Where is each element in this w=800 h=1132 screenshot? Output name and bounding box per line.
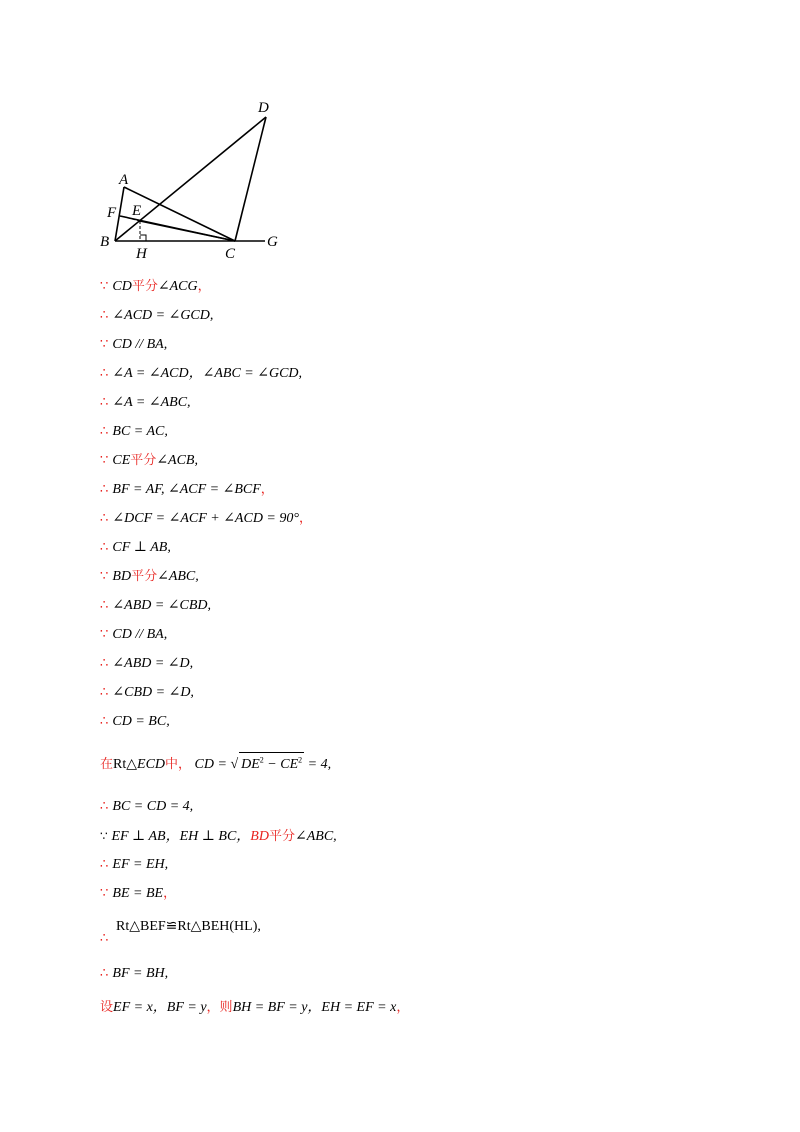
proof-math: CE [112,453,131,468]
exponent: 2 [259,755,264,765]
proof-math: ∠ACD = ∠GCD, [112,308,214,323]
proof-line [100,594,211,618]
label-B: B [100,234,110,250]
proof-keyword: 中， [165,757,192,772]
proof-line [100,275,211,299]
proof-line [100,478,274,502]
label-E: E [132,203,142,219]
therefore-symbol: ∴ [100,598,113,613]
proof-keyword: ， [163,886,177,901]
proof-math: BC = CD = 4, [112,799,194,814]
proof-line [100,420,168,444]
segment-AB [115,187,124,241]
because-symbol: ∵ [100,886,113,901]
therefore-symbol: ∴ [100,540,113,555]
therefore-symbol: ∴ [100,395,113,410]
square-root [230,757,304,772]
proof-math: BF = AF, ∠ACF = ∠BCF [112,482,261,497]
proof-keyword: 平分 [130,453,157,468]
label-G: G [267,234,278,250]
proof-line-last [100,996,409,1020]
therefore-symbol: ∴ [100,308,113,323]
proof-math: EF ⊥ AB，EH ⊥ BC， [111,829,251,844]
proof-keyword: ， [197,279,211,294]
rt-label: Rt△ [113,757,138,772]
proof-math: BD [250,829,269,844]
proof-keyword: ， [260,482,274,497]
segment-EC [140,221,235,241]
therefore-symbol: ∴ [100,366,113,381]
proof-line [100,304,213,328]
triangle-name: ECD [137,757,166,772]
proof-math: ∠ACB, [156,453,198,468]
proof-line [100,449,198,473]
therefore-symbol: ∴ [100,714,113,729]
radical-sign: √ [230,757,239,772]
proof-math: BD [112,569,132,584]
proof-line [100,362,302,386]
radicand-term: CE [280,757,299,772]
therefore-symbol: ∴ [100,966,113,981]
proof-math: EF = x，BF = y [113,1000,207,1015]
proof-math: ∠A = ∠ABC, [112,395,191,410]
proof-math: CD // BA, [112,627,168,642]
minus-sign: − [263,757,281,772]
geometry-figure [95,95,295,265]
proof-line [100,710,170,734]
proof-math: ∠ABC, [294,829,337,844]
proof-keyword: 平分 [131,279,158,294]
proof-math: ∠DCF = ∠ACF + ∠ACD = 90° [112,511,299,526]
proof-math: ∠ABD = ∠CBD, [112,598,212,613]
segment-BD [115,117,266,241]
therefore-symbol: ∴ [100,799,113,814]
proof-math: = 4, [304,757,332,772]
proof-keyword: 设 [100,1000,114,1015]
therefore-symbol: ∴ [100,511,113,526]
proof-line [100,536,171,560]
radicand [239,752,304,777]
proof-keyword: 平分 [268,829,295,844]
proof-keyword: ， [396,1000,410,1015]
proof-math: ∠ACG [157,279,198,294]
radicand-term: DE [241,757,260,772]
proof-keyword: 平分 [131,569,158,584]
because-symbol: ∵ [100,569,113,584]
proof-line [100,681,194,705]
proof-math: BF = BH, [112,966,169,981]
therefore-symbol: ∴ [100,931,109,946]
proof-keyword: ，则 [206,1000,233,1015]
proof-line [100,962,168,986]
proof-math: BH = BF = y，EH = EF = x [232,1000,397,1015]
proof-line [100,333,167,357]
proof-math: BC = AC, [112,424,168,439]
proof-math: CF ⊥ AB, [112,540,171,555]
therefore-symbol: ∴ [100,685,113,700]
proof-line-rt [100,752,331,776]
proof-line [100,391,191,415]
proof-line [100,623,167,647]
because-symbol: ∵ [100,337,113,352]
proof-keyword: 在 [100,757,114,772]
proof-line [100,507,312,531]
segment-CD [235,117,266,241]
therefore-symbol: ∴ [100,656,113,671]
proof-math: ∠CBD = ∠D, [112,685,194,700]
because-symbol: ∵ [100,627,113,642]
label-F: F [107,205,117,221]
proof-math: EF = EH, [112,857,169,872]
proof-keyword: ， [298,511,312,526]
congruence-statement: Rt△BEF≌Rt△BEH(HL), [116,919,261,934]
proof-line [100,853,168,877]
because-symbol: ∵ [100,279,113,294]
proof-math: CD = [191,757,231,772]
proof-line [100,824,337,848]
exponent: 2 [298,755,303,765]
proof-line [100,565,199,589]
proof-math: CD // BA, [112,337,168,352]
label-C: C [225,246,236,262]
proof-math: ∠ABD = ∠D, [112,656,194,671]
proof-math: ∠A = ∠ACD，∠ABC = ∠GCD, [112,366,303,381]
because-symbol: ∵ [100,453,113,468]
label-D: D [258,100,269,116]
proof-line [100,882,176,906]
label-A: A [119,172,129,188]
proof-math: CD [112,279,132,294]
label-H: H [136,246,147,262]
therefore-symbol: ∴ [100,482,113,497]
proof-math: CD = BC, [112,714,170,729]
because-symbol: ∵ [100,829,112,843]
proof-line [100,652,193,676]
therefore-symbol: ∴ [100,424,113,439]
right-angle-mark [140,235,146,241]
proof-line [100,795,193,819]
proof-math: BE = BE [112,886,164,901]
proof-math: ∠ABC, [157,569,199,584]
therefore-symbol: ∴ [100,857,113,872]
